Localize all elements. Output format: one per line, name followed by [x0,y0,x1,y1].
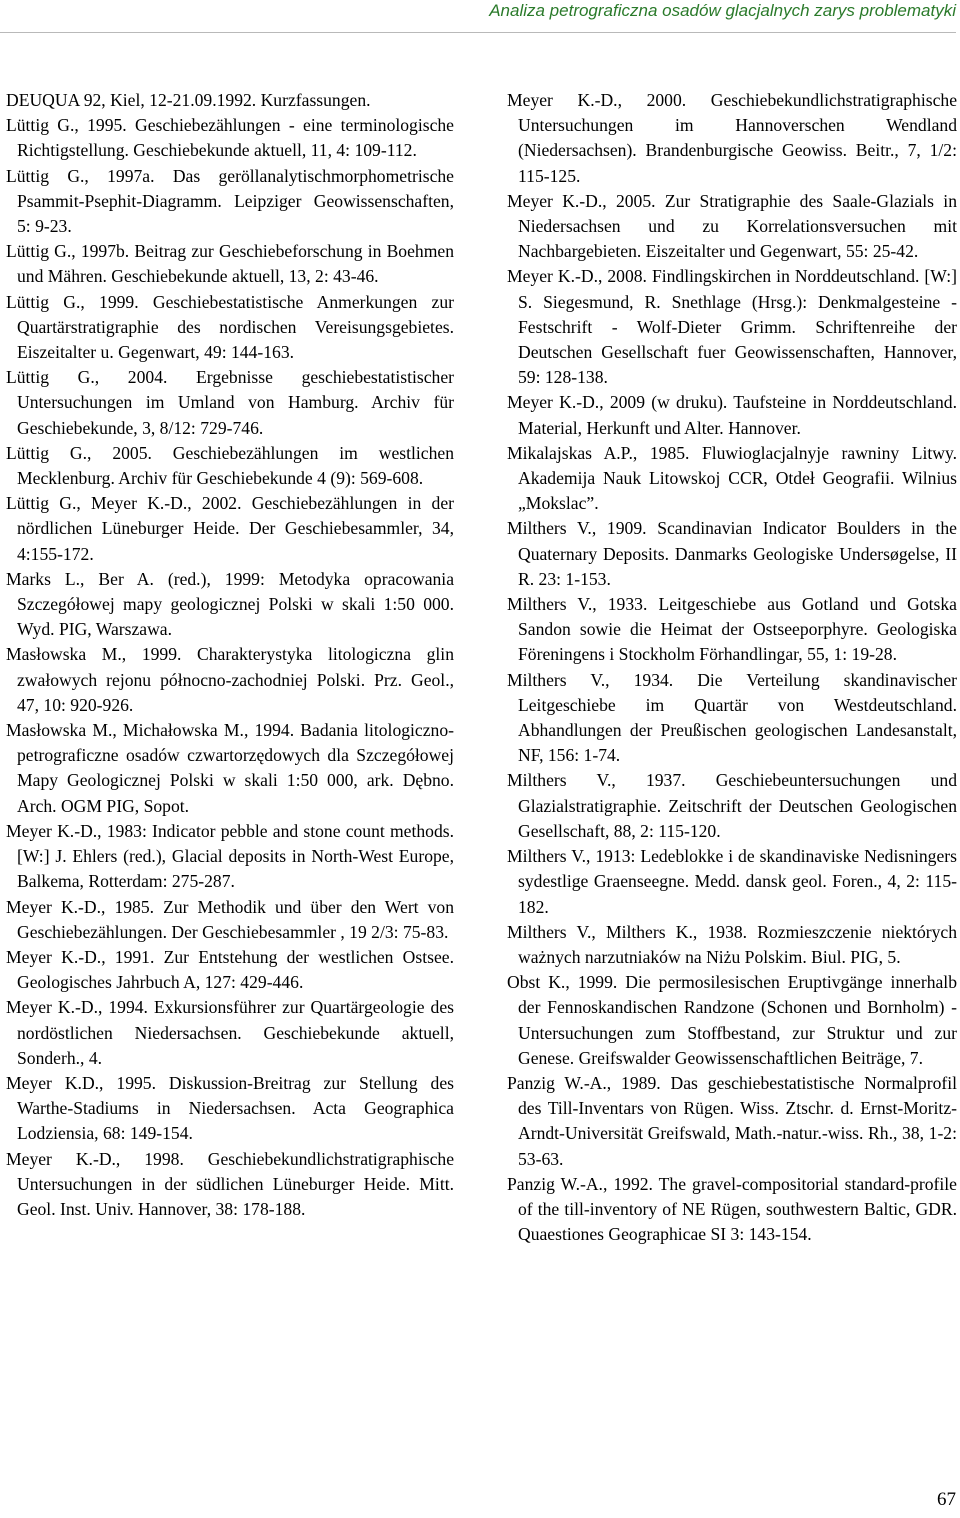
running-header [0,0,956,33]
reference-entry: Lüttig G., 2005. Geschiebezählungen im westlichen Mecklenburg. Archiv für Geschiebekunde 4 (9): 569-608. [6,442,454,489]
reference-entry: Milthers V., 1937. Geschiebeuntersuchungen und Glazialstratigraphie. Zeitschrift der Deutschen Geologischen Gesellschaft, 88, 2: 115-120. [507,770,957,841]
reference-entry: Meyer K.-D., 1991. Zur Entstehung der westlichen Ostsee. Geologisches Jahrbuch A, 127: 429-446. [6,946,454,993]
reference-entry: Panzig W.-A., 1989. Das geschiebestatistische Normalprofil des Till-Inventars von Rügen. Wiss. Ztschr. d. Ernst-Moritz-Arndt-Universität Greifswald, Math.-natur.-wiss. Rh., 38, 1-2: 53-63. [507,1072,957,1169]
reference-entry: Milthers V., 1909. Scandinavian Indicator Boulders in the Quaternary Deposits. Danmarks Geologiske Undersøgelse, II R. 23: 1-153. [507,518,957,589]
reference-entry: Panzig W.-A., 1992. The gravel-compositorial standard-profile of the till-inventory of NE Rügen, southwestern Baltic, GDR. Quaestiones Geographicae SI 3: 143-154. [507,1173,957,1245]
reference-entry: Meyer K.-D., 2009 (w druku). Taufsteine in Norddeutschland. Material, Herkunft und Alter. Hannover. [507,392,957,438]
reference-entry: Meyer K.-D., 1983: Indicator pebble and stone count methods. [W:] J. Ehlers (red.), Glacial deposits in North-West Europe, Balkema, Rotterdam: 275-287. [6,820,454,892]
reference-entry: DEUQUA 92, Kiel, 12-21.09.1992. Kurzfassungen. [6,90,371,110]
reference-entry: Meyer K.-D., 2008. Findlingskirchen in Norddeutschland. [W:] S. Siegesmund, R. Snethlage (Hrsg.): Denkmalgesteine - Festschrift - Wolf-Dieter Grimm. Schriftenreihe der Deutschen Gesellschaft fuer Geowissenschaften, Hannover, 59: 128-138. [507,266,957,388]
reference-entry: Lüttig G., Meyer K.-D., 2002. Geschiebezählungen in der nördlichen Lüneburger Heide. Der Geschiebesammler, 34, 4:155-172. [6,493,454,564]
reference-entry: Marks L., Ber A. (red.), 1999: Metodyka opracowania Szczegółowej mapy geologicznej Polski w skali 1:50 000. Wyd. PIG, Warszawa. [6,568,454,640]
reference-entry: Mikalajskas A.P., 1985. Fluwioglacjalnyje rawniny Litwy. Akademija Nauk Litowskoj CCR, Otdeł Geografii. Wilnius „Mokslac”. [507,442,957,514]
reference-entry: Obst K., 1999. Die permosilesischen Eruptivgänge innerhalb der Fennoskandischen Randzone (Schonen und Bornholm) - Untersuchungen zum Stoffbestand, zur Struktur und zur Genese. Greifswalder Geowissenschaftlichen Beiträge, 7. [507,972,957,1068]
reference-entry: Meyer K.-D., 1998. Geschiebekundlichstratigraphische Untersuchungen in der südlichen Lüneburger Heide. Mitt. Geol. Inst. Univ. Hannover, 38: 178-188. [6,1148,454,1219]
reference-entry: Lüttig G., 1999. Geschiebestatistische Anmerkungen zur Quartärstratigraphie des nordischen Vereisungsgebietes. Eiszeitalter u. Gegenwart, 49: 144-163. [6,291,454,363]
reference-column-left [6,88,454,1222]
page-number: 67 [937,1489,956,1510]
reference-entry: Masłowska M., Michałowska M., 1994. Badania litologiczno-petrograficzne osadów czwartorzędowych dla Szczegółowej Mapy Geologicznej Polski w skali 1:50 000, ark. Dębno. Arch. OGM PIG, Sopot. [6,720,454,816]
reference-column-right [507,88,957,1247]
reference-entry: Milthers V., Milthers K., 1938. Rozmieszczenie niektórych ważnych narzutniaków na Niżu Polskim. Biul. PIG, 5. [507,921,957,967]
reference-entry: Meyer K.-D., 2000. Geschiebekundlichstratigraphische Untersuchungen im Hannoverschen Wendland (Niedersachsen). Brandenburgische Geowiss. Beitr., 7, 1/2: 115-125. [507,90,957,186]
reference-entry: Lüttig G., 1997a. Das geröllanalytischmorphometrische Psammit-Psephit-Diagramm. Leipziger Geowissenschaften, 5: 9-23. [6,165,454,237]
reference-entry: Masłowska M., 1999. Charakterystyka litologiczna glin zwałowych rejonu północno-zachodniej Polski. Prz. Geol., 47, 10: 920-926. [6,644,454,715]
reference-entry: Meyer K.-D., 1985. Zur Methodik und über den Wert von Geschiebezählungen. Der Geschiebesammler , 19 2/3: 75-83. [6,896,454,942]
reference-entry: Milthers V., 1913: Ledeblokke i de skandinaviske Nedisningers sydestlige Graenseegne. Medd. dansk geol. Foren., 4, 2: 115-182. [507,846,957,917]
reference-entry: Lüttig G., 1995. Geschiebezählungen - eine terminologische Richtigstellung. Geschiebekunde aktuell, 11, 4: 109-112. [6,115,454,161]
reference-entry: Lüttig G., 2004. Ergebnisse geschiebestatistischer Untersuchungen im Umland von Hamburg. Archiv für Geschiebekunde, 3, 8/12: 729-746. [6,367,454,438]
reference-entry: Milthers V., 1934. Die Verteilung skandinavischer Leitgeschiebe im Quartär von Westdeutschland. Abhandlungen der Preußischen geologischen Landesanstalt, NF, 156: 1-74. [507,669,957,766]
running-header-title: Analiza petrograficzna osadów glacjalnych zarys problematyki [489,1,956,20]
reference-entry: Milthers V., 1933. Leitgeschiebe aus Gotland und Gotska Sandon sowie die Heimat der Ostseeporphyre. Geologiska Föreningens i Stockholm Förhandlingar, 55, 1: 19-28. [507,594,957,665]
reference-entry: Meyer K.-D., 1994. Exkursionsführer zur Quartärgeologie des nordöstlichen Niedersachsen. Geschiebekunde aktuell, Sonderh., 4. [6,997,454,1068]
reference-entry: Lüttig G., 1997b. Beitrag zur Geschiebeforschung in Boehmen und Mähren. Geschiebekunde aktuell, 13, 2: 43-46. [6,241,454,287]
reference-entry: Meyer K.D., 1995. Diskussion-Breitrag zur Stellung des Warthe-Stadiums in Niedersachsen. Acta Geographica Lodziensia, 68: 149-154. [6,1072,454,1144]
reference-entry: Meyer K.-D., 2005. Zur Stratigraphie des Saale-Glazials in Niedersachsen und zu Korrelationsversuchen mit Nachbargebieten. Eiszeitalter und Gegenwart, 55: 25-42. [507,190,957,262]
